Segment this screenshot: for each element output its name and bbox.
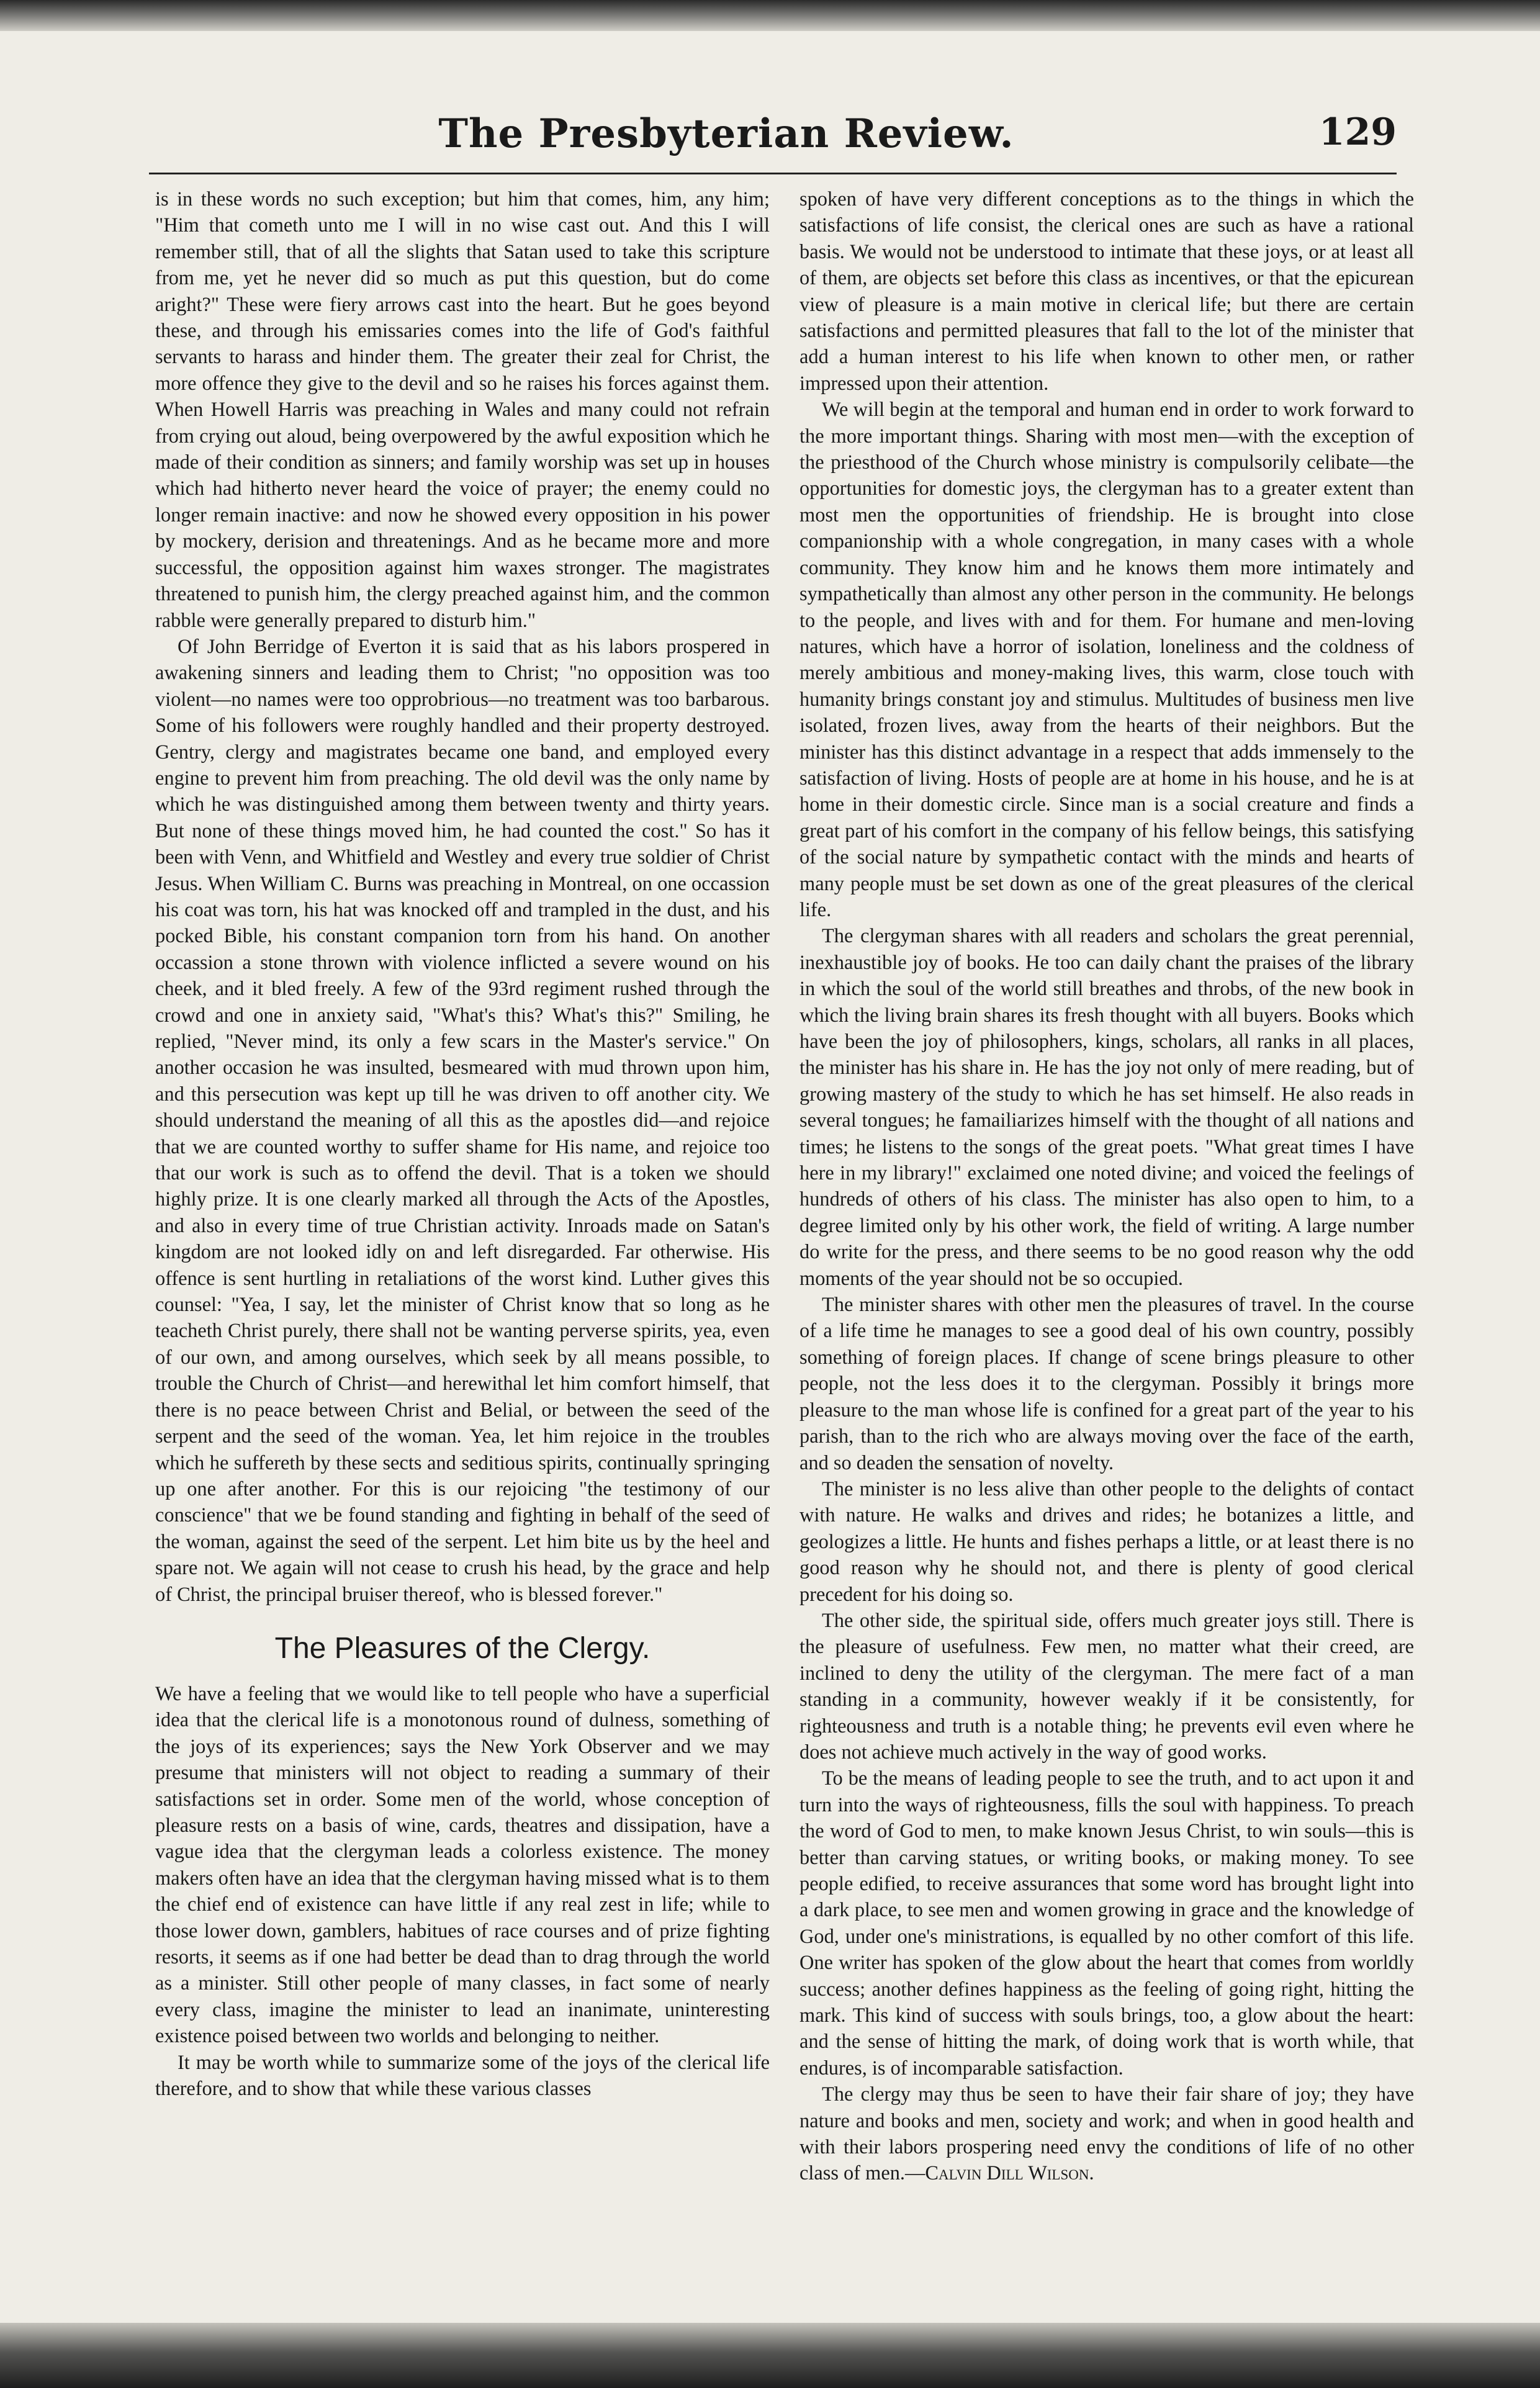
paragraph: We will begin at the temporal and human end in order to work forward to the more important things. Sharing with most men—with the exception of the priesthood of the Church whose ministry is compulsorily celibate—the opportunities for domestic joys, the clergyman has to a greater extent than most men the opportunities of friendship. He is brought into close companionship with a whole congregation, in many cases with a whole community. They know him and he knows them more intimately and sympathetically than almost any other person in the community. He belongs to the people, and lives with and for them. For humane and men-loving natures, which have a horror of isolation, loneliness and the coldness of merely ambitious and money-making lives, this warm, close touch with humanity brings constant joy and stimulus. Multitudes of business men live isolated, frozen lives, away from the hearts of their neighbors. But the minister has this distinct advantage in a respect that adds immensely to the satisfaction of living. Hosts of people are at home in his house, and he is at home in their domestic circle. Since man is a social creature and finds a great part of his comfort in the company of his fellow beings, this satisfying of the social nature by sympathetic contact with the minds and hearts of many people must be set down as one of the great pleasures of the clerical life. xyxy=(799,399,1414,921)
right-column xyxy=(799,186,1414,2297)
paragraph-text: The clergy may thus be seen to have their fair share of joy; they have nature and books and men, society and work; and when in good health and with their labors prospering need envy the conditions of life of no other class of men.— xyxy=(799,2083,1414,2185)
paragraph: The minister shares with other men the pleasures of travel. In the course of a life time he manages to see a good deal of his own country, possibly something of foreign places. If change of scene brings pleasure to other people, not the less does it to the clergyman. Possibly it brings more pleasure to the man whose life is confined for a great part of the year to his parish, than to the rich who are always moving over the face of the earth, and so deaden the sensation of novelty. xyxy=(799,1294,1414,1474)
section-heading: The Pleasures of the Clergy. xyxy=(274,1631,651,1665)
closing-paragraph xyxy=(799,2081,1414,2187)
paragraph: is in these words no such exception; but him that comes, him, any him; "Him that cometh unto me I will in no wise cast out. And this I will remember still, that of all the slights that Satan used to take this scripture from me, yet he never did so much as put this question, but do come aright?" These were fiery arrows cast into the heart. But he goes beyond these, and through his emissaries comes into the life of God's faithful servants to harass and hinder them. The greater their zeal for Christ, the more offence they give to the devil and so he raises his forces against them. When Howell Harris was preaching in Wales and many could not refrain from crying out aloud, being overpowered by the awful exposition which he made of their condition as sinners; and family worship was set up in houses which had hitherto never heard the voice of prayer; the enemy could no longer remain inactive: and now he showed every opposition in his power by mockery, derision and threatenings. And as he became more and more successful, the opposition against him waxes stronger. The magistrates threatened to punish him, the clergy preached against him, and the common rabble were generally prepared to disturb him." xyxy=(155,188,770,632)
paragraph: The minister is no less alive than other people to the delights of contact with nature. He walks and drives and rides; he botanizes a little, and geologizes a little. He hunts and fishes perhaps a little, or at least there is no good reason why he should not, and there is plenty of good clerical precedent for his doing so. xyxy=(799,1477,1414,1606)
paragraph: It may be worth while to summarize some of the joys of the clerical life therefore, and to show that while these various classes xyxy=(155,2051,770,2101)
scan-bottom-edge xyxy=(0,2323,1540,2388)
running-title: The Presbyterian Review. xyxy=(438,110,1014,157)
page-number: 129 xyxy=(1318,110,1397,154)
paragraph: Of John Berridge of Everton it is said that as his labors prospered in awakening sinners and leading them to Christ; "no opposition was too violent—no names were too opprobrious—no treatment was too barbarous. Some of his followers were roughly handled and their property destroyed. Gentry, clergy and magistrates became one band, and employed every engine to prevent him from preaching. The old devil was the only name by which he was distinguished among them between twenty and thirty years. But none of these things moved him, he had counted the cost." So has it been with Venn, and Whitfield and Westley and every true soldier of Christ Jesus. When William C. Burns was preaching in Montreal, on one occassion his coat was torn, his hat was knocked off and trampled in the dust, and his pocked Bible, his constant companion torn from his hand. On another occassion a stone thrown with violence inflicted a severe wound on his cheek, and it bled freely. A few of the 93rd regiment rushed through the crowd and one in anxiety said, "What's this? What's this?" Smiling, he replied, "Never mind, its only a few scars in the Master's service." On another occasion he was insulted, besmeared with mud thrown upon him, and this persecution was kept up till he was driven to off another city. We should understand the meaning of all this as the apostles did—and rejoice that we are counted worthy to suffer shame for His name, and rejoice too that our work is such as to offend the devil. That is a token we should highly prize. It is one clearly marked all through the Acts of the Apostles, and also in every time of true Christian activity. Inroads made on Satan's kingdom are not looked idly on and left disregarded. Far otherwise. His offence is sent hurtling in retaliations of the worst kind. Luther gives this counsel: "Yea, I say, let the minister of Christ know that so long as he teacheth Christ purely, there shall not be wanting perverse spirits, yea, even of our own, and among ourselves, which seek by all means possible, to trouble the Church of Christ—and herewithal let him comfort himself, that there is no peace between Christ and Belial, or between the seed of the serpent and the seed of the woman. Yea, let him rejoice in the troubles which he suffereth by these sects and seditious spirits, continually springing up one after another. For this is our rejoicing "the testimony of our conscience" that we be found standing and fighting in behalf of the seed of the woman, against the seed of the serpent. Let him bite us by the heel and spare not. We again will not cease to crush his head, by the grace and help of Christ, the principal bruiser thereof, who is blessed forever." xyxy=(155,635,770,1606)
paragraph: The clergyman shares with all readers and scholars the great perennial, inexhaustible joy of books. He too can daily chant the praises of the library in which the soul of the world still breathes and throbs, of the new book in which the living brain shares its fresh thought with all buyers. Books which have been the joy of philosophers, kings, scholars, all ranks in all places, the minister has his share in. He has the joy not only of mere reading, but of growing mastery of the study to which he has set himself. He also reads in several tongues; he famailiarizes himself with the thought of all nations and times; he listens to the songs of the great poets. "What great times I have here in my library!" exclaimed one noted divine; and voiced the feelings of hundreds of others of his class. The minister has also open to him, to a degree limited only by his other work, the field of writing. A large number do write for the press, and there seems to be no good reason why the odd moments of the year should not be so occupied. xyxy=(799,925,1414,1290)
scan-top-edge xyxy=(0,0,1540,31)
left-column xyxy=(155,186,770,2297)
author-byline: Calvin Dill Wilson. xyxy=(925,2162,1094,2185)
header-rule xyxy=(149,173,1397,174)
paragraph: To be the means of leading people to see the truth, and to act upon it and turn into the ways of righteousness, fills the soul with happiness. To preach the word of God to men, to make known Jesus Christ, to win souls—this is better than carving statues, or writing books, or making money. To see people edified, to receive assurances that some word has brought light into a dark place, to see men and women growing in grace and the knowledge of God, under one's ministrations, is equalled by no other comfort of this life. One writer has spoken of the glow about the heart that comes from worldly success; another defines happiness as the feeling of going right, hitting the mark. This kind of success with souls brings, too, a glow about the heart: and the sense of hitting the mark, of doing work that is worth while, that endures, is of incomparable satisfaction. xyxy=(799,1767,1414,2079)
paragraph: We have a feeling that we would like to tell people who have a superficial idea that the clerical life is a monotonous round of dulness, something of the joys of its experiences; says the New York Observer and we may presume that ministers will not object to reading a summary of their satisfactions set in order. Some men of the world, whose conception of pleasure rests on a basis of wine, cards, theatres and dissipation, have a vague idea that the clergyman leads a colorless existence. The money makers often have an idea that the clergyman having missed what is to them the chief end of existence can have little if any real zest in life; while to those lower down, gamblers, habitues of race courses and of prize fighting resorts, it seems as if one had better be dead than to drag through the world as a minister. Still other people of many classes, in fact some of nearly every class, imagine the minister to lead an inanimate, uninteresting existence poised between two worlds and belonging to neither. xyxy=(155,1682,770,2048)
paragraph: spoken of have very different conceptions as to the things in which the satisfactions of life consist, the clerical ones are such as have a rational basis. We would not be understood to intimate that these joys, or at least all of them, are objects set before this class as incentives, or that the epicurean view of pleasure is a main motive in clerical life; but there are certain satisfactions and permitted pleasures that fall to the lot of the minister that add a human interest to his life when known to other men, or rather impressed upon their attention. xyxy=(799,188,1414,395)
paragraph: The other side, the spiritual side, offers much greater joys still. There is the pleasure of usefulness. Few men, no matter what their creed, are inclined to deny the utility of the clergyman. The mere fact of a man standing in a community, however weakly if it be consistently, for righteousness and truth is a notable thing; he prevents evil even where he does not achieve much actively in the way of good works. xyxy=(799,1609,1414,1764)
